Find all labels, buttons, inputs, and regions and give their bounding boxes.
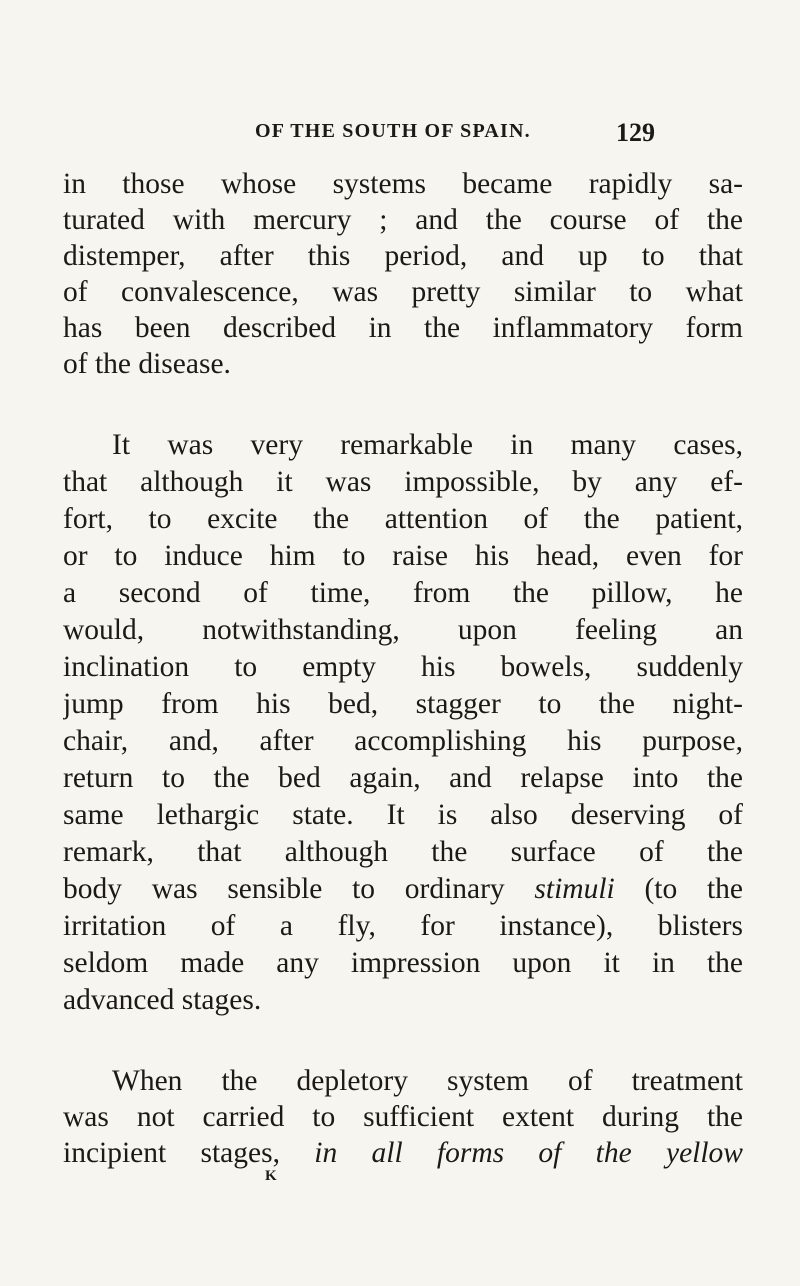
signature-mark: K: [265, 1168, 278, 1184]
running-head: [255, 118, 655, 148]
text-line: fort, to excite the attention of the patient,: [63, 503, 743, 535]
italic-term: stimuli: [534, 873, 615, 905]
text-line: was not carried to sufficient extent during the: [63, 1101, 743, 1133]
text-line: that although it was impossible, by any ef-: [63, 466, 743, 498]
text-line: irritation of a fly, for instance), blisters: [63, 910, 743, 942]
text-line: It was very remarkable in many cases,: [112, 429, 743, 461]
text-run: body was sensible to ordinary: [63, 873, 535, 905]
running-title: OF THE SOUTH OF SPAIN.: [255, 120, 531, 142]
text-line: or to induce him to raise his head, even for: [63, 540, 743, 572]
text-line: same lethargic state. It is also deserving of: [63, 799, 743, 831]
italic-phrase: in all forms of the yellow: [314, 1137, 743, 1169]
text-line: jump from his bed, stagger to the night-: [63, 688, 743, 720]
text-line: inclination to empty his bowels, suddenly: [63, 651, 743, 683]
text-line: seldom made any impression upon it in the: [63, 947, 743, 979]
text-line: remark, that although the surface of the: [63, 836, 743, 868]
text-line: turated with mercury ; and the course of the: [63, 204, 743, 236]
text-line: When the depletory system of treatment: [112, 1065, 743, 1097]
text-line: has been described in the inflammatory form: [63, 312, 743, 344]
text-line: return to the bed again, and relapse into the: [63, 762, 743, 794]
text-run: (to the: [614, 873, 743, 905]
text-line: chair, and, after accomplishing his purpose,: [63, 725, 743, 757]
text-line: of convalescence, was pretty similar to what: [63, 276, 743, 308]
text-line: in those whose systems became rapidly sa-: [63, 168, 743, 200]
text-line: would, notwithstanding, upon feeling an: [63, 614, 743, 646]
text-line: [63, 1135, 743, 1171]
text-line: distemper, after this period, and up to that: [63, 240, 743, 272]
text-run: incipient stages,: [63, 1137, 315, 1169]
text-line: of the disease.: [63, 348, 231, 380]
text-line: advanced stages.: [63, 984, 262, 1016]
page-number: 129: [616, 118, 655, 147]
text-line: a second of time, from the pillow, he: [63, 577, 743, 609]
text-line: [63, 871, 743, 907]
